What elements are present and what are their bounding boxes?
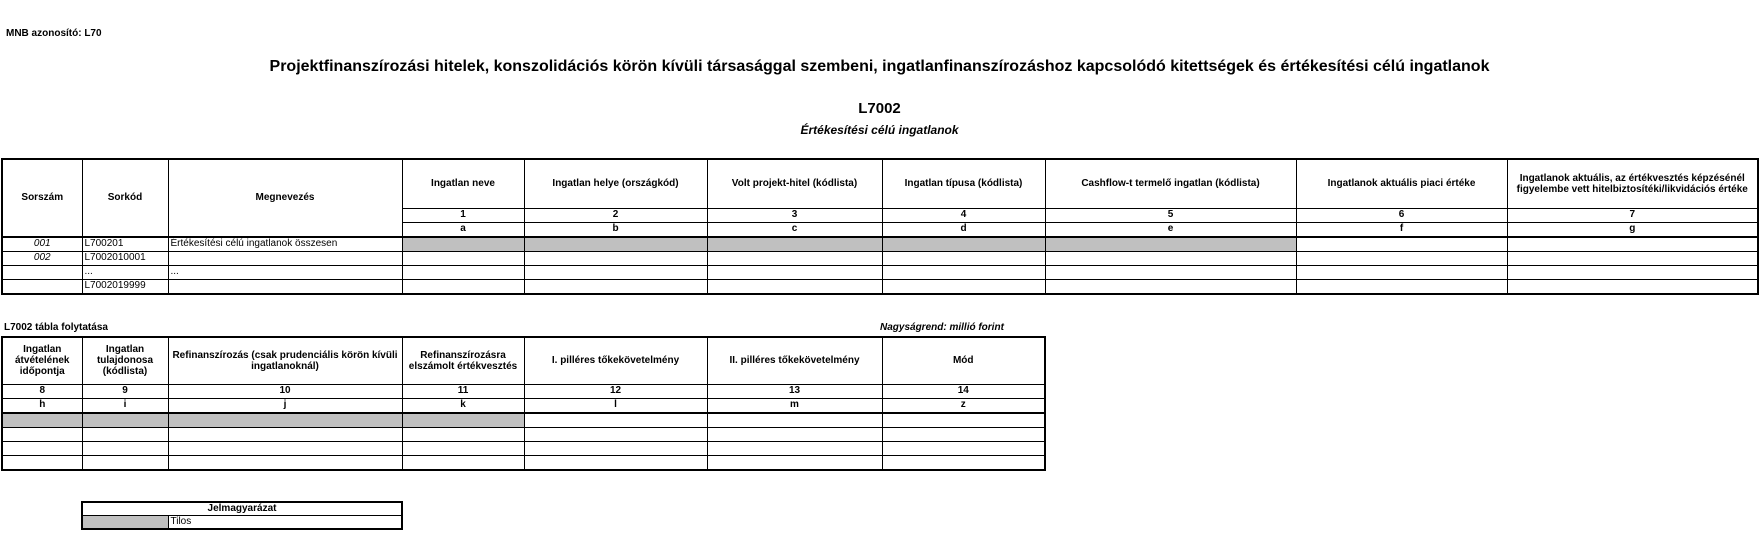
data-cell[interactable] bbox=[882, 427, 1045, 441]
data-cell[interactable] bbox=[707, 455, 882, 470]
legend-swatch bbox=[82, 516, 168, 530]
header-col-5: Cashflow-t termelő ingatlan (kódlista) bbox=[1045, 159, 1296, 208]
data-cell[interactable] bbox=[524, 279, 707, 294]
table-row bbox=[2, 427, 1045, 441]
data-cell[interactable] bbox=[168, 441, 402, 455]
row-megnevezes: ... bbox=[168, 265, 402, 279]
row-sorszam bbox=[2, 265, 82, 279]
data-cell[interactable] bbox=[524, 441, 707, 455]
data-cell[interactable] bbox=[1045, 251, 1296, 265]
header-col-9: Ingatlan tulajdonosa (kódlista) bbox=[82, 337, 168, 384]
data-cell[interactable] bbox=[707, 427, 882, 441]
report-title: Projektfinanszírozási hitelek, konszolidációs körön kívüli társasággal szembeni, ingatlanfinanszírozáshoz kapcsolódó kitettségek és értékesítési célú ingatlanok bbox=[269, 58, 1490, 75]
header-col-6: Ingatlanok aktuális piaci értéke bbox=[1296, 159, 1507, 208]
header-col-11: Refinanszírozásra elszámolt értékvesztés bbox=[402, 337, 524, 384]
data-cell[interactable] bbox=[524, 455, 707, 470]
col-letter: b bbox=[524, 222, 707, 237]
data-cell[interactable] bbox=[882, 265, 1045, 279]
data-cell[interactable] bbox=[402, 265, 524, 279]
header-col-10: Refinanszírozás (csak prudenciális körön kívüli ingatlanoknál) bbox=[168, 337, 402, 384]
table-row bbox=[2, 251, 1758, 265]
forbidden-cell bbox=[168, 413, 402, 428]
forbidden-cell bbox=[402, 237, 524, 252]
header-col-12: I. pilléres tőkekövetelmény bbox=[524, 337, 707, 384]
table-row bbox=[2, 441, 1045, 455]
data-cell[interactable] bbox=[2, 441, 82, 455]
legend-table bbox=[81, 501, 403, 530]
row-sorkod: L7002010001 bbox=[82, 251, 168, 265]
col-letter: e bbox=[1045, 222, 1296, 237]
forbidden-cell bbox=[2, 413, 82, 428]
row-sorszam: 001 bbox=[2, 237, 82, 252]
data-cell[interactable] bbox=[402, 279, 524, 294]
col-num: 9 bbox=[82, 384, 168, 398]
header-col-4: Ingatlan típusa (kódlista) bbox=[882, 159, 1045, 208]
legend-title: Jelmagyarázat bbox=[82, 502, 402, 516]
col-num: 1 bbox=[402, 208, 524, 222]
data-cell[interactable] bbox=[707, 251, 882, 265]
row-sorkod: L7002019999 bbox=[82, 279, 168, 294]
header-col-14: Mód bbox=[882, 337, 1045, 384]
header-col-7: Ingatlanok aktuális, az értékvesztés képzésénél figyelembe vett hitelbiztosítéki/likvidációs értéke bbox=[1507, 159, 1758, 208]
data-cell[interactable] bbox=[82, 455, 168, 470]
forbidden-cell bbox=[1045, 237, 1296, 252]
row-megnevezes bbox=[168, 251, 402, 265]
col-letter: z bbox=[882, 398, 1045, 413]
data-cell[interactable] bbox=[524, 251, 707, 265]
data-cell[interactable] bbox=[882, 455, 1045, 470]
header-col-3: Volt projekt-hitel (kódlista) bbox=[707, 159, 882, 208]
col-num: 14 bbox=[882, 384, 1045, 398]
data-cell[interactable] bbox=[82, 427, 168, 441]
col-letter: g bbox=[1507, 222, 1758, 237]
data-cell[interactable] bbox=[2, 455, 82, 470]
data-cell[interactable] bbox=[82, 441, 168, 455]
col-num: 13 bbox=[707, 384, 882, 398]
data-cell[interactable] bbox=[524, 413, 707, 428]
col-letter: k bbox=[402, 398, 524, 413]
col-letter: l bbox=[524, 398, 707, 413]
col-num: 7 bbox=[1507, 208, 1758, 222]
data-cell[interactable] bbox=[707, 441, 882, 455]
col-num: 6 bbox=[1296, 208, 1507, 222]
data-cell[interactable] bbox=[1045, 265, 1296, 279]
table-row bbox=[2, 413, 1045, 428]
data-cell[interactable] bbox=[1507, 265, 1758, 279]
data-cell[interactable] bbox=[524, 427, 707, 441]
data-cell[interactable] bbox=[402, 441, 524, 455]
table-subtitle: Értékesítési célú ingatlanok bbox=[800, 123, 959, 137]
col-num: 3 bbox=[707, 208, 882, 222]
table-row bbox=[2, 279, 1758, 294]
header-sorkod: Sorkód bbox=[82, 159, 168, 237]
data-cell[interactable] bbox=[882, 251, 1045, 265]
col-num: 5 bbox=[1045, 208, 1296, 222]
col-letter: i bbox=[82, 398, 168, 413]
col-num: 11 bbox=[402, 384, 524, 398]
col-num: 10 bbox=[168, 384, 402, 398]
data-cell[interactable] bbox=[1296, 237, 1507, 252]
table-row bbox=[2, 237, 1758, 252]
table-code: L7002 bbox=[858, 100, 901, 117]
data-cell[interactable] bbox=[2, 427, 82, 441]
col-letter: f bbox=[1296, 222, 1507, 237]
data-cell[interactable] bbox=[707, 279, 882, 294]
header-col-2: Ingatlan helye (országkód) bbox=[524, 159, 707, 208]
data-cell[interactable] bbox=[402, 427, 524, 441]
mnb-id: MNB azonosító: L70 bbox=[6, 28, 102, 39]
row-sorszam bbox=[2, 279, 82, 294]
col-letter: j bbox=[168, 398, 402, 413]
data-cell[interactable] bbox=[168, 455, 402, 470]
header-megnevezes: Megnevezés bbox=[168, 159, 402, 237]
col-letter: c bbox=[707, 222, 882, 237]
magnitude-label: Nagyságrend: millió forint bbox=[880, 322, 1004, 333]
data-cell[interactable] bbox=[1507, 237, 1758, 252]
data-cell[interactable] bbox=[707, 265, 882, 279]
continuation-table bbox=[1, 336, 1046, 471]
col-letter: h bbox=[2, 398, 82, 413]
col-letter: d bbox=[882, 222, 1045, 237]
row-megnevezes: Értékesítési célú ingatlanok összesen bbox=[168, 237, 402, 252]
data-cell[interactable] bbox=[402, 251, 524, 265]
forbidden-cell bbox=[882, 237, 1045, 252]
table-row bbox=[2, 455, 1045, 470]
data-cell[interactable] bbox=[1296, 265, 1507, 279]
data-cell[interactable] bbox=[1507, 279, 1758, 294]
col-num: 4 bbox=[882, 208, 1045, 222]
data-cell[interactable] bbox=[168, 427, 402, 441]
data-cell[interactable] bbox=[882, 413, 1045, 428]
legend-item: Tilos bbox=[168, 516, 402, 530]
header-col-8: Ingatlan átvételének időpontja bbox=[2, 337, 82, 384]
col-num: 12 bbox=[524, 384, 707, 398]
data-cell[interactable] bbox=[1507, 251, 1758, 265]
header-col-1: Ingatlan neve bbox=[402, 159, 524, 208]
data-cell[interactable] bbox=[882, 279, 1045, 294]
data-cell[interactable] bbox=[524, 265, 707, 279]
col-letter: m bbox=[707, 398, 882, 413]
main-table bbox=[1, 158, 1759, 295]
row-sorszam: 002 bbox=[2, 251, 82, 265]
col-letter: a bbox=[402, 222, 524, 237]
table-row bbox=[2, 265, 1758, 279]
data-cell[interactable] bbox=[707, 413, 882, 428]
forbidden-cell bbox=[524, 237, 707, 252]
data-cell[interactable] bbox=[1296, 279, 1507, 294]
header-sorszam: Sorszám bbox=[2, 159, 82, 237]
forbidden-cell bbox=[82, 413, 168, 428]
header-col-13: II. pilléres tőkekövetelmény bbox=[707, 337, 882, 384]
data-cell[interactable] bbox=[402, 455, 524, 470]
row-sorkod: ... bbox=[82, 265, 168, 279]
col-num: 8 bbox=[2, 384, 82, 398]
continuation-label: L7002 tábla folytatása bbox=[4, 322, 108, 333]
forbidden-cell bbox=[707, 237, 882, 252]
data-cell[interactable] bbox=[1045, 279, 1296, 294]
data-cell[interactable] bbox=[882, 441, 1045, 455]
row-sorkod: L700201 bbox=[82, 237, 168, 252]
col-num: 2 bbox=[524, 208, 707, 222]
row-megnevezes bbox=[168, 279, 402, 294]
data-cell[interactable] bbox=[1296, 251, 1507, 265]
forbidden-cell bbox=[402, 413, 524, 428]
